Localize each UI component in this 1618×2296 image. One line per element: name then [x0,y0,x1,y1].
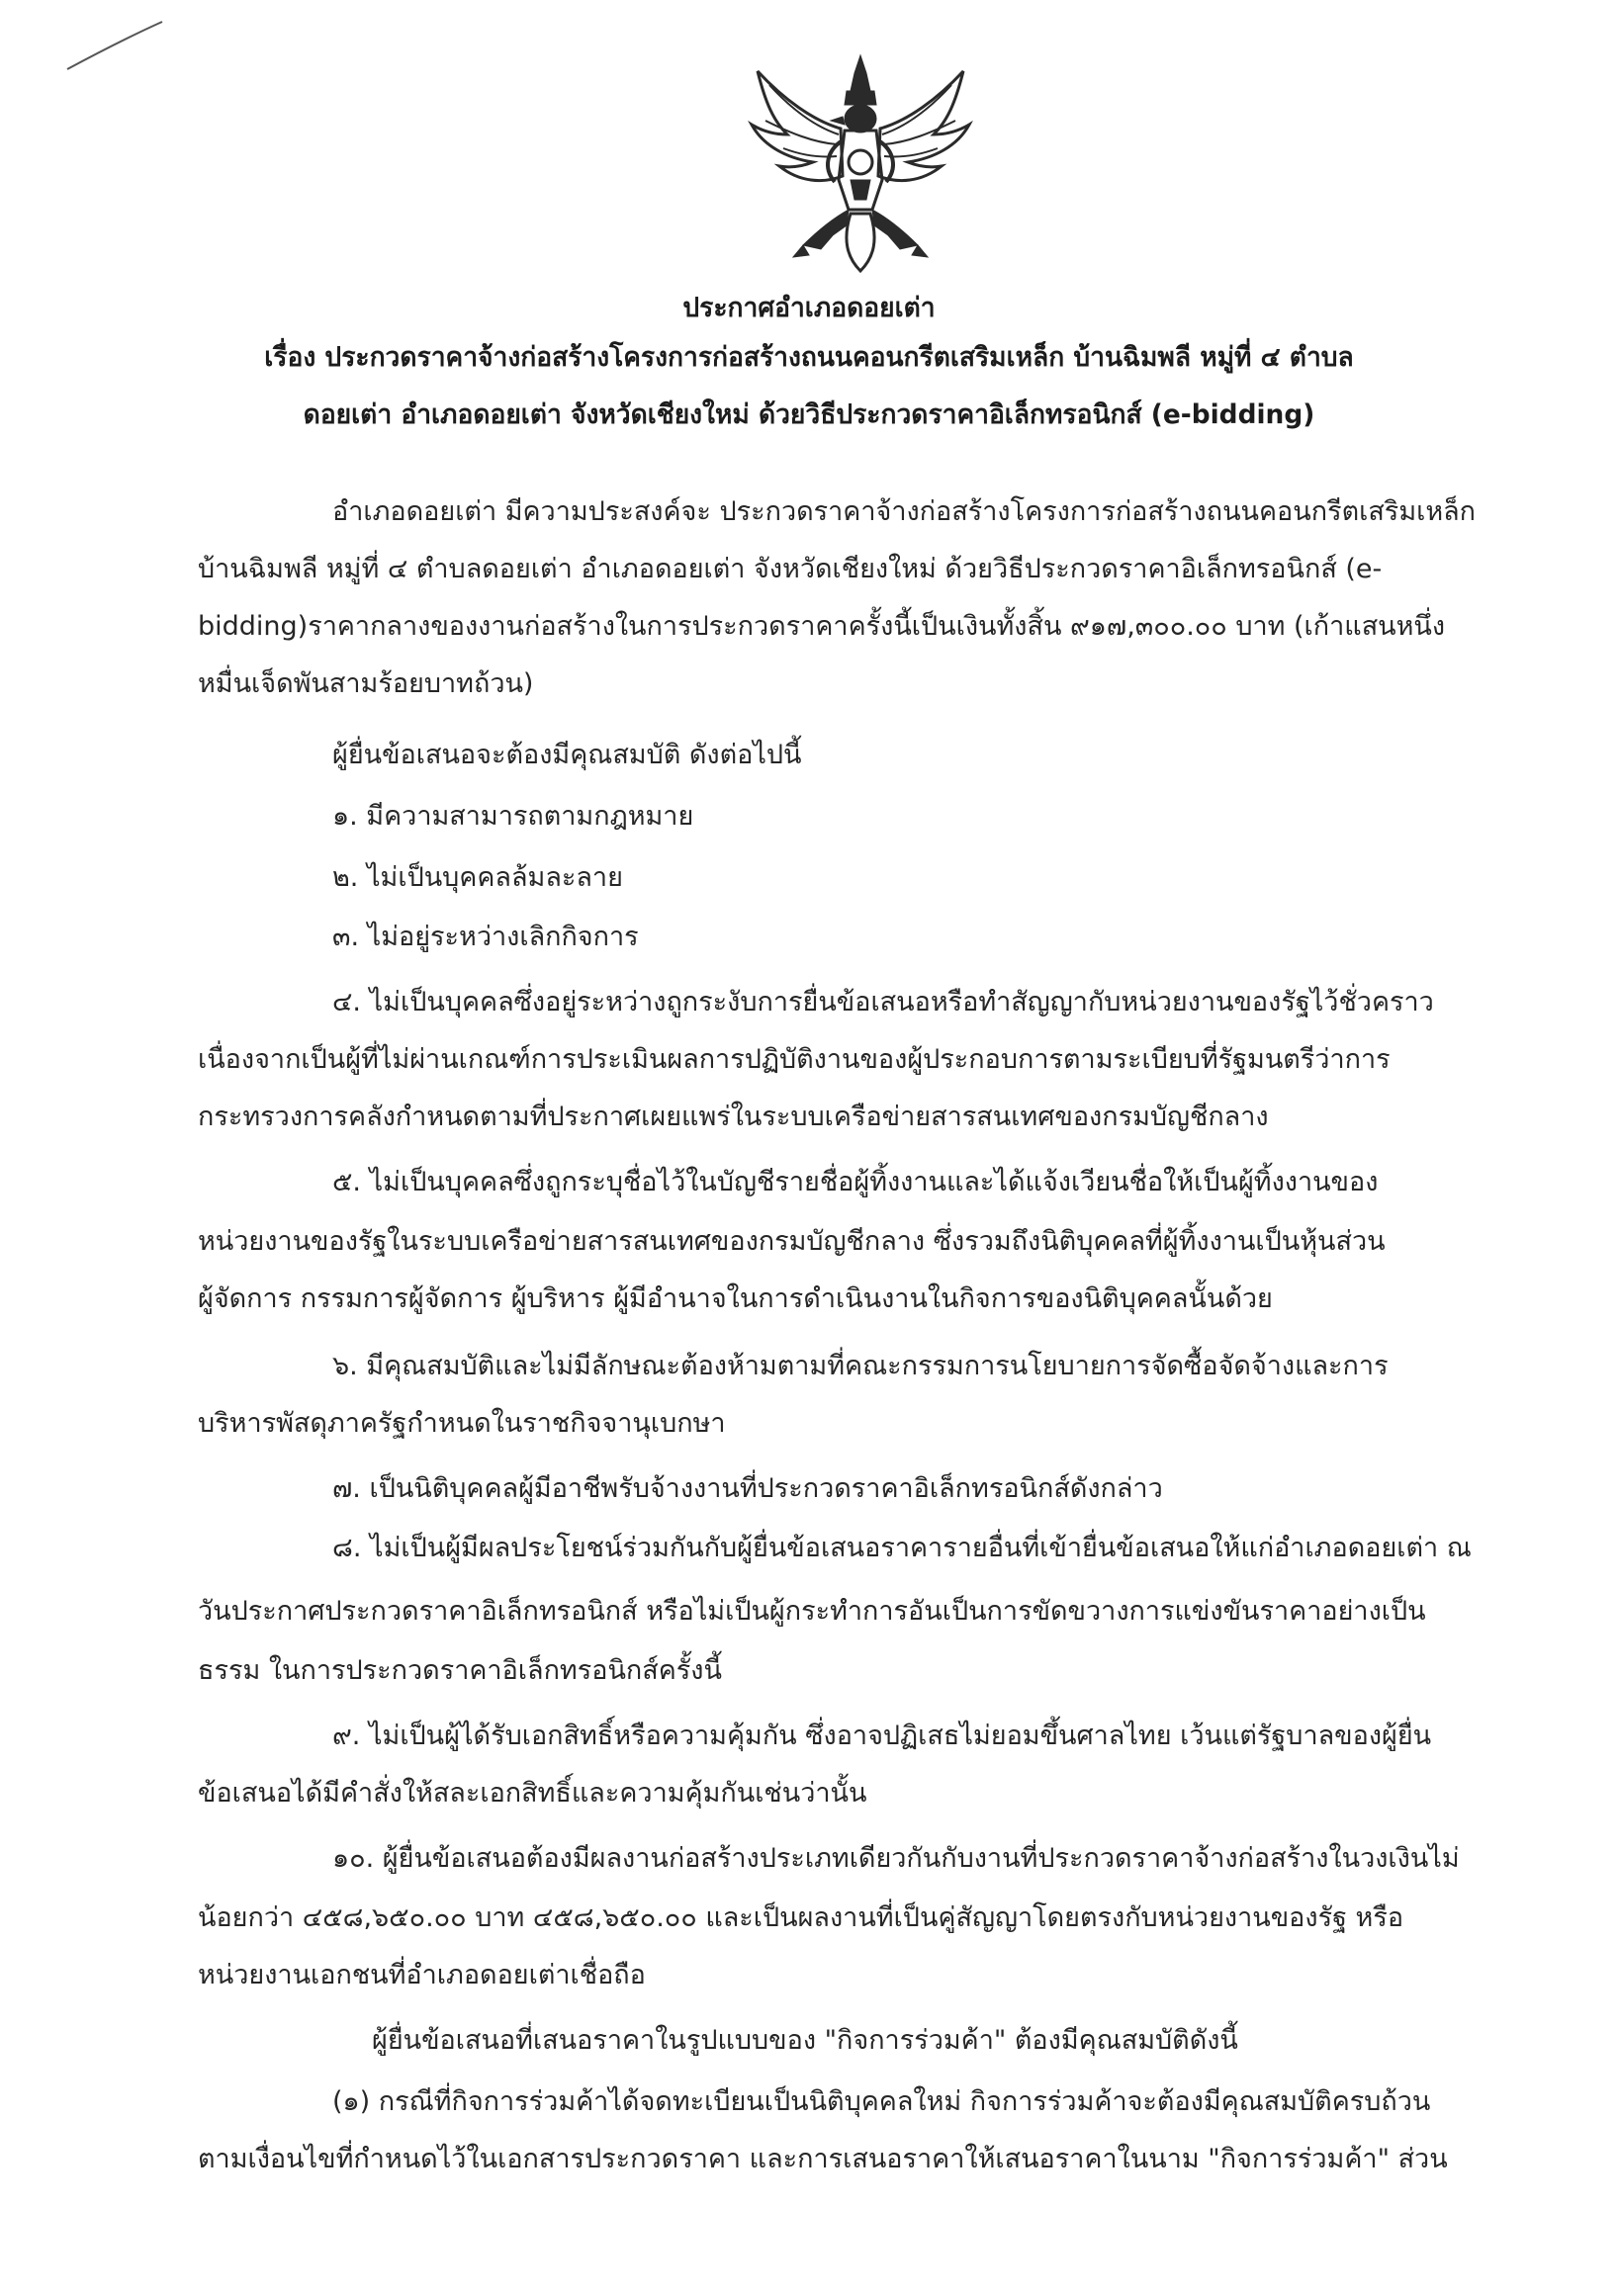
qualification-item-5-cont: ผู้จัดการ กรรมการผู้จัดการ ผู้บริหาร ผู้มีอำนาจในการดำเนินงานในกิจการของนิติบุคคลนั้นด้วย [198,1283,1273,1314]
qualification-item-4-cont: เนื่องจากเป็นผู้ที่ไม่ผ่านเกณฑ์การประเมินผลการปฏิบัติงานของผู้ประกอบการตามระเบียบที่รัฐมนตรีว่าการ [198,1044,1391,1075]
qualification-item-5: ๕. ไม่เป็นบุคคลซึ่งถูกระบุชื่อไว้ในบัญชีรายชื่อผู้ทิ้งงานและได้แจ้งเวียนชื่อให้เป็นผู้ทิ้งงานของ [332,1167,1379,1197]
announcement-subject-line-2: ดอยเต่า อำเภอดอยเต่า จังหวัดเชียงใหม่ ด้วยวิธีประกวดราคาอิเล็กทรอนิกส์ (e-bidding) [303,399,1315,430]
qualification-item-9-cont: ข้อเสนอได้มีคำสั่งให้สละเอกสิทธิ์และความคุ้มกันเช่นว่านั้น [198,1778,867,1809]
intro-line: bidding)ราคากลางของงานก่อสร้างในการประกวดราคาครั้งนี้เป็นเงินทั้งสิ้น ๙๑๗,๓๐๐.๐๐ บาท (เก้าแสนหนึ่ง [198,611,1446,642]
qualification-item-8-cont: วันประกาศประกวดราคาอิเล็กทรอนิกส์ หรือไม่เป็นผู้กระทำการอันเป็นการขัดขวางการแข่งขันราคาอย่างเป็น [198,1596,1426,1627]
qualification-item-10: ๑๐. ผู้ยื่นข้อเสนอต้องมีผลงานก่อสร้างประเภทเดียวกันกับงานที่ประกวดราคาจ้างก่อสร้างในวงเงินไม่ [332,1843,1460,1874]
qualification-item-7: ๗. เป็นนิติบุคคลผู้มีอาชีพรับจ้างงานที่ประกวดราคาอิเล็กทรอนิกส์ดังกล่าว [332,1473,1163,1504]
announcement-agency-title: ประกาศอำเภอดอยเต่า [682,293,936,323]
qualification-item-10-cont: น้อยกว่า ๔๕๘,๖๕๐.๐๐ บาท ๔๕๘,๖๕๐.๐๐ และเป็นผลงานที่เป็นคู่สัญญาโดยตรงกับหน่วยงานของรัฐ หรือ [198,1902,1404,1933]
qualification-item-3: ๓. ไม่อยู่ระหว่างเลิกกิจการ [332,922,639,952]
intro-line: หมื่นเจ็ดพันสามร้อยบาทถ้วน) [198,668,534,699]
qualification-item-4-cont: กระทรวงการคลังกำหนดตามที่ประกาศเผยแพร่ในระบบเครือข่ายสารสนเทศของกรมบัญชีกลาง [198,1102,1269,1132]
qualification-item-6: ๖. มีคุณสมบัติและไม่มีลักษณะต้องห้ามตามที่คณะกรรมการนโยบายการจัดซื้อจัดจ้างและการ [332,1351,1389,1381]
intro-line: บ้านฉิมพลี หมู่ที่ ๔ ตำบลดอยเต่า อำเภอดอยเต่า จังหวัดเชียงใหม่ ด้วยวิธีประกวดราคาอิเล็กทรอนิกส์ (e- [198,554,1383,584]
qualification-item-8: ๘. ไม่เป็นผู้มีผลประโยชน์ร่วมกันกับผู้ยื่นข้อเสนอราคารายอื่นที่เข้ายื่นข้อเสนอให้แก่อำเภอดอยเต่า ณ [332,1533,1472,1563]
garuda-emblem-icon [744,51,977,275]
qualification-item-1: ๑. มีความสามารถตามกฎหมาย [332,801,694,832]
pen-stroke-mark [63,18,166,73]
joint-venture-item-1-cont: ตามเงื่อนไขที่กำหนดไว้ในเอกสารประกวดราคา และการเสนอราคาให้เสนอราคาในนาม "กิจการร่วมค้า" ส่วน [198,2144,1448,2174]
qualification-item-6-cont: บริหารพัสดุภาครัฐกำหนดในราชกิจจานุเบกษา [198,1408,726,1439]
intro-line: อำเภอดอยเต่า มีความประสงค์จะ ประกวดราคาจ้างก่อสร้างโครงการก่อสร้างถนนคอนกรีตเสริมเหล็ก [332,496,1477,527]
qualification-item-8-cont: ธรรม ในการประกวดราคาอิเล็กทรอนิกส์ครั้งนี้ [198,1655,722,1686]
announcement-subject-line-1: เรื่อง ประกวดราคาจ้างก่อสร้างโครงการก่อสร้างถนนคอนกรีตเสริมเหล็ก บ้านฉิมพลี หมู่ที่ ๔ ตำบล [264,342,1354,373]
qualification-item-9: ๙. ไม่เป็นผู้ได้รับเอกสิทธิ์หรือความคุ้มกัน ซึ่งอาจปฏิเสธไม่ยอมขึ้นศาลไทย เว้นแต่รัฐบาลของผู้ยื่น [332,1721,1432,1751]
joint-venture-intro: ผู้ยื่นข้อเสนอที่เสนอราคาในรูปแบบของ "กิจการร่วมค้า" ต้องมีคุณสมบัติดังนี้ [372,2025,1238,2056]
qualification-item-5-cont: หน่วยงานของรัฐในระบบเครือข่ายสารสนเทศของกรมบัญชีกลาง ซึ่งรวมถึงนิติบุคคลที่ผู้ทิ้งงานเป็นหุ้นส่วน [198,1226,1386,1257]
qualification-item-2: ๒. ไม่เป็นบุคคลล้มละลาย [332,862,623,893]
qualification-item-10-cont: หน่วยงานเอกชนที่อำเภอดอยเต่าเชื่อถือ [198,1960,646,1990]
joint-venture-item-1: (๑) กรณีที่กิจการร่วมค้าได้จดทะเบียนเป็นนิติบุคคลใหม่ กิจการร่วมค้าจะต้องมีคุณสมบัติครบถ้วน [332,2086,1431,2117]
qualification-item-4: ๔. ไม่เป็นบุคคลซึ่งอยู่ระหว่างถูกระงับการยื่นข้อเสนอหรือทำสัญญากับหน่วยงานของรัฐไว้ชั่วคราว [332,987,1434,1017]
qualifications-intro: ผู้ยื่นข้อเสนอจะต้องมีคุณสมบัติ ดังต่อไปนี้ [332,740,802,770]
